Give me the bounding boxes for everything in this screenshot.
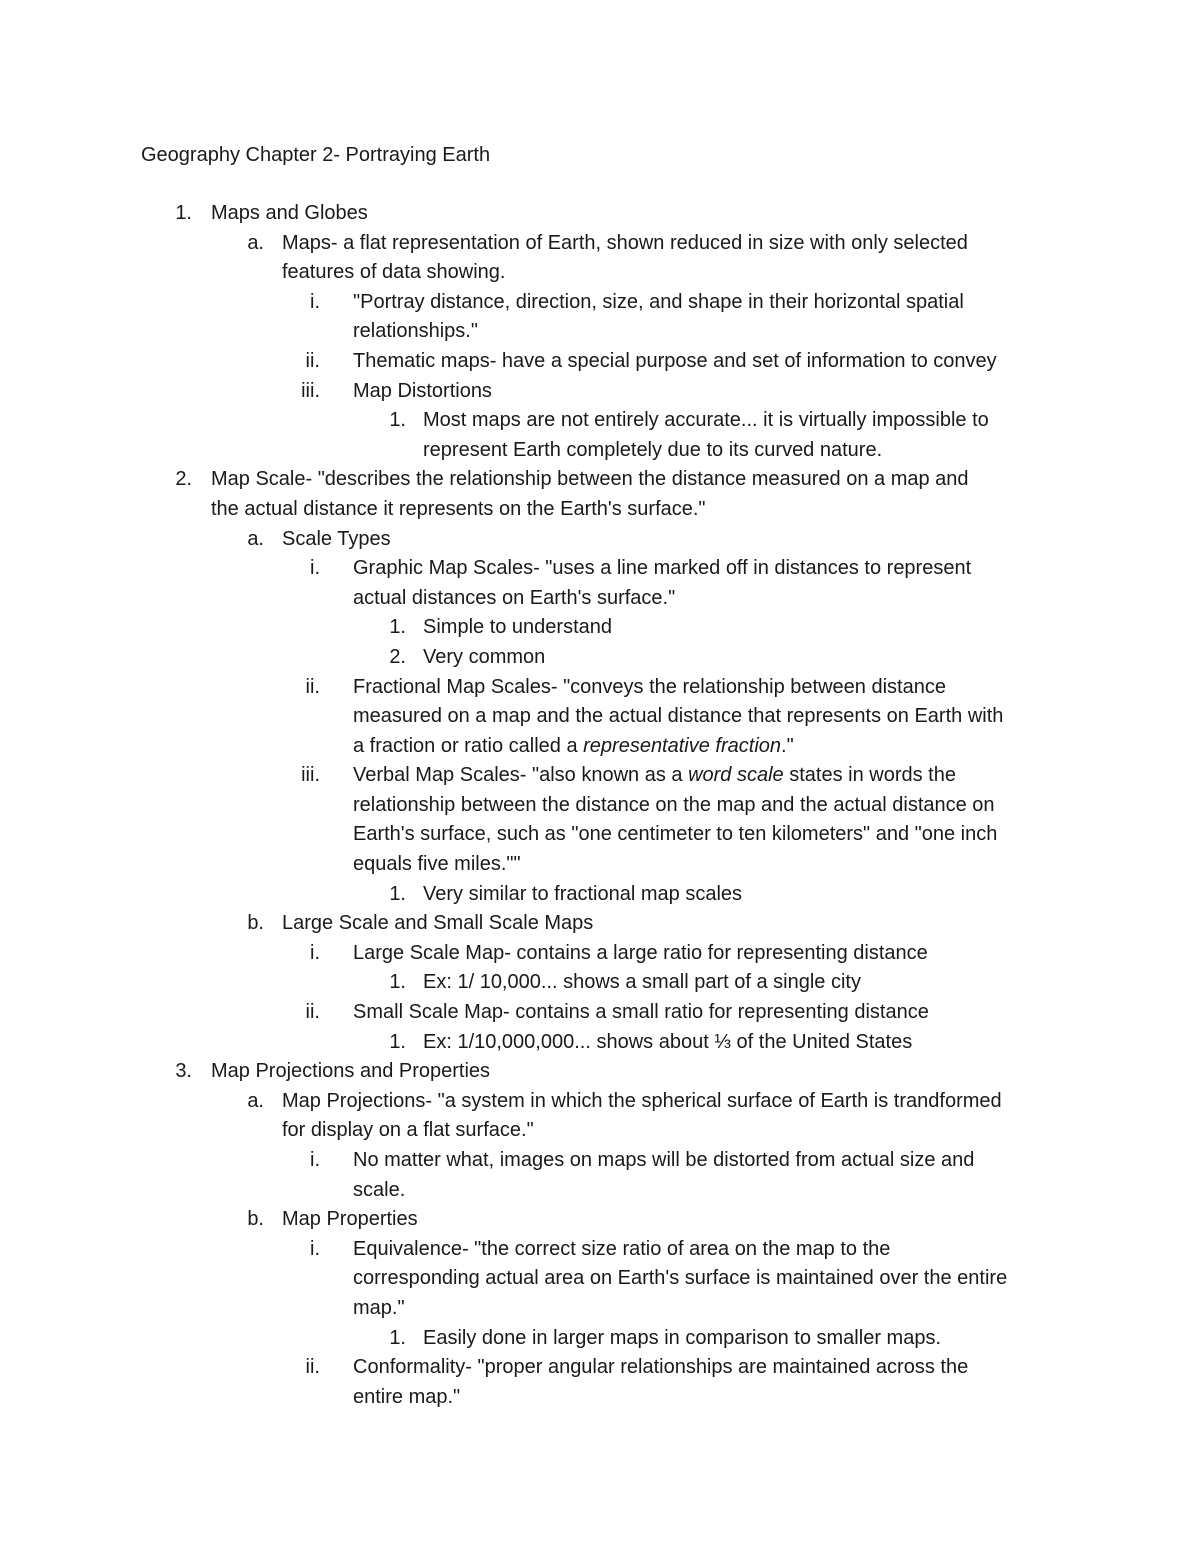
text-line: Earth's surface, such as "one centimeter to ten kilometers" and "one inch [353, 823, 998, 846]
list-item-text [353, 673, 1003, 762]
list-item-text [353, 554, 971, 613]
list-marker: 1. [389, 1326, 406, 1349]
outline-item-level-1 [0, 1057, 1200, 1087]
list-marker: 1. [389, 409, 406, 432]
outline-list [0, 199, 1200, 1412]
text-line: Map Properties [282, 1208, 418, 1231]
text-line: Map Projections and Properties [211, 1060, 491, 1083]
list-marker: i. [310, 941, 320, 964]
outline-item-level-2 [0, 525, 1200, 555]
list-marker: i. [310, 1149, 320, 1172]
list-marker: iii. [301, 379, 320, 402]
list-item-text [423, 613, 612, 643]
list-item-text [353, 1146, 974, 1205]
list-marker: iii. [301, 764, 320, 787]
text-line: Thematic maps- have a special purpose and set of information to convey [353, 349, 997, 372]
list-item-text [282, 909, 593, 939]
list-marker: b. [247, 1208, 264, 1231]
outline-item-level-3 [0, 761, 1200, 879]
text-line: Conformality- "proper angular relationships are maintained across the [353, 1356, 969, 1379]
outline-item-level-3 [0, 554, 1200, 613]
text-line: Maps- a flat representation of Earth, shown reduced in size with only selected [282, 231, 968, 254]
list-marker: a. [247, 527, 264, 550]
text-line: Very similar to fractional map scales [423, 882, 743, 905]
text-line: represent Earth completely due to its curved nature. [423, 438, 883, 461]
outline-item-level-1 [0, 199, 1200, 229]
list-item-text [282, 1087, 1002, 1146]
text-line: Ex: 1/10,000,000... shows about ⅓ of the United States [423, 1030, 913, 1053]
outline-item-level-4 [0, 613, 1200, 643]
list-item-text [423, 1324, 941, 1354]
text-line: Equivalence- "the correct size ratio of area on the map to the [353, 1237, 891, 1260]
list-marker: 3. [175, 1060, 192, 1083]
list-item-text [353, 761, 997, 879]
list-marker: b. [247, 912, 264, 935]
text-line: Small Scale Map- contains a small ratio for representing distance [353, 1001, 929, 1024]
list-item-text [353, 998, 929, 1028]
list-marker: 1. [389, 1030, 406, 1053]
list-item-text [423, 1028, 912, 1058]
text-line: Scale Types [282, 527, 391, 550]
text-line: for display on a flat surface." [282, 1119, 534, 1142]
list-item-text [423, 406, 989, 465]
list-marker: ii. [305, 1001, 320, 1024]
outline-item-level-4 [0, 406, 1200, 465]
outline-item-level-4 [0, 880, 1200, 910]
text-line: Very common [423, 645, 546, 668]
outline-item-level-4 [0, 643, 1200, 673]
text-line: features of data showing. [282, 261, 506, 284]
list-item-text [353, 377, 492, 407]
outline-item-level-3 [0, 1235, 1200, 1324]
list-item-text [282, 1205, 418, 1235]
outline-item-level-2 [0, 909, 1200, 939]
list-marker: i. [310, 1237, 320, 1260]
outline-item-level-4 [0, 968, 1200, 998]
text-line: relationship between the distance on the map and the actual distance on [353, 793, 995, 816]
text-line: Most maps are not entirely accurate... it is virtually impossible to [423, 409, 989, 432]
outline-item-level-3 [0, 939, 1200, 969]
text-line: corresponding actual area on Earth's surface is maintained over the entire [353, 1267, 1008, 1290]
text-line: entire map." [353, 1385, 461, 1408]
outline-item-level-3 [0, 1146, 1200, 1205]
text-line: relationships." [353, 320, 478, 343]
text-line: No matter what, images on maps will be distorted from actual size and [353, 1149, 975, 1172]
outline-item-level-2 [0, 1087, 1200, 1146]
outline-item-level-3 [0, 998, 1200, 1028]
text-line: actual distances on Earth's surface." [353, 586, 676, 609]
text-line: Graphic Map Scales- "uses a line marked off in distances to represent [353, 557, 972, 580]
text-line: equals five miles."" [353, 853, 521, 876]
list-item-text [353, 288, 964, 347]
outline-item-level-4 [0, 1324, 1200, 1354]
list-item-text [211, 1057, 490, 1087]
list-item-text [353, 1235, 1007, 1324]
outline-item-level-3 [0, 288, 1200, 347]
list-marker: 1. [389, 616, 406, 639]
list-item-text [282, 525, 391, 555]
text-line: Verbal Map Scales- "also known as a word scale states in words the [353, 764, 956, 787]
list-marker: a. [247, 231, 264, 254]
list-marker: 2. [389, 645, 406, 668]
outline-item-level-3 [0, 377, 1200, 407]
list-marker: ii. [305, 675, 320, 698]
list-item-text [423, 643, 545, 673]
list-item-text [353, 939, 928, 969]
list-item-text [423, 880, 742, 910]
text-line: map." [353, 1297, 405, 1319]
list-marker: 1. [175, 202, 192, 224]
outline-item-level-2 [0, 229, 1200, 288]
text-line: a fraction or ratio called a representative fraction." [353, 734, 794, 757]
list-item-text [423, 968, 861, 998]
emphasized-term: word scale [688, 764, 784, 787]
list-item-text [353, 347, 997, 377]
text-line: Simple to understand [423, 616, 613, 639]
list-item-text [211, 465, 969, 524]
text-line: Large Scale and Small Scale Maps [282, 912, 594, 935]
list-marker: 1. [389, 882, 406, 905]
list-marker: a. [247, 1089, 264, 1112]
text-line: Easily done in larger maps in comparison to smaller maps. [423, 1326, 941, 1349]
list-marker: ii. [305, 1356, 320, 1379]
text-line: Map Scale- "describes the relationship between the distance measured on a map and [211, 468, 969, 491]
text-line: "Portray distance, direction, size, and shape in their horizontal spatial [353, 290, 964, 313]
outline-item-level-3 [0, 1353, 1200, 1412]
outline-item-level-4 [0, 1028, 1200, 1058]
outline-item-level-3 [0, 673, 1200, 762]
text-line: Map Projections- "a system in which the spherical surface of Earth is trandformed [282, 1089, 1002, 1112]
text-line: scale. [353, 1178, 406, 1201]
emphasized-term: representative fraction [583, 734, 782, 757]
text-line: the actual distance it represents on the Earth's surface." [211, 497, 706, 520]
outline-item-level-2 [0, 1205, 1200, 1235]
text-line: Fractional Map Scales- "conveys the relationship between distance [353, 675, 946, 698]
list-marker: i. [310, 557, 320, 580]
list-marker: 2. [175, 468, 192, 491]
outline-item-level-3 [0, 347, 1200, 377]
list-item-text [282, 229, 968, 288]
text-line: Large Scale Map- contains a large ratio for representing distance [353, 941, 928, 964]
text-line: Maps and Globes [211, 202, 368, 224]
outline-item-level-1 [0, 465, 1200, 524]
text-line: Map Distortions [353, 379, 492, 402]
list-marker: i. [310, 290, 320, 313]
document-title: Geography Chapter 2- Portraying Earth [141, 144, 491, 166]
list-marker: 1. [389, 971, 406, 994]
list-item-text [353, 1353, 968, 1412]
text-line: Ex: 1/ 10,000... shows a small part of a single city [423, 971, 861, 994]
text-line: measured on a map and the actual distance that represents on Earth with [353, 705, 1004, 728]
list-marker: ii. [305, 349, 320, 372]
list-item-text [211, 199, 368, 229]
